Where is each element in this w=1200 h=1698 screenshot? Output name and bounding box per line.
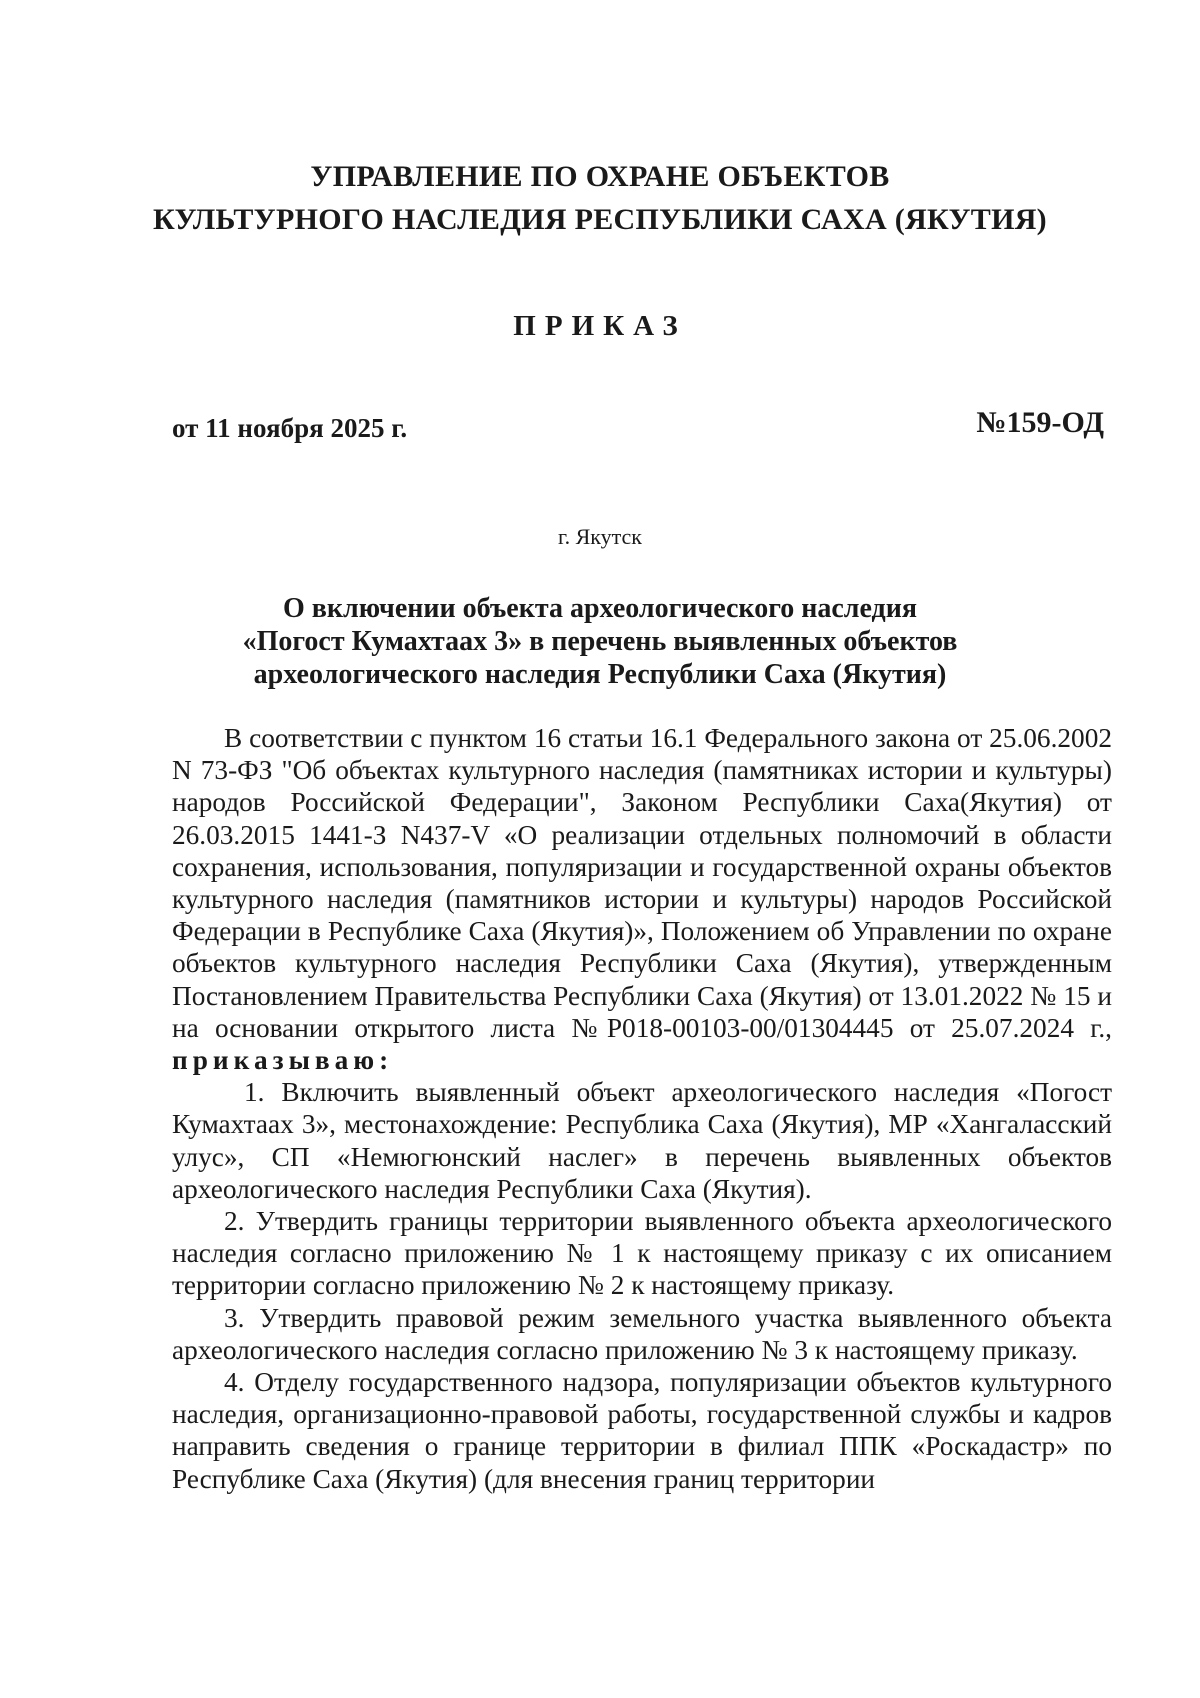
order-item-4: 4. Отделу государственного надзора, популяризации объектов культурного наследия, организационно-правовой работы, государственной службы и кадров направить сведения о границе территории в филиал ППК «Роскадастр» по Республике Саха (Якутия) (для внесения границ территории	[172, 1367, 1112, 1494]
subject-line-2: «Погост Кумахтаах 3» в перечень выявленных объектов	[242, 626, 958, 657]
preamble-text: В соответствии с пунктом 16 статьи 16.1 Федерального закона от 25.06.2002 N 73-ФЗ "Об объектах культурного наследия (памятниках истории и культуры) народов Российской Федерации", Законом Республики Саха(Якутия) от 26.03.2015 1441-З N437-V «О реализации отдельных полномочий в области сохранения, использования, популяризации и государственной охраны объектов культурного наследия (памятников истории и культуры) народов Российской Федерации в Республике Саха (Якутия)», Положением об Управлении по охране объектов культурного наследия Республики Саха (Якутия), утвержденным Постановлением Правительства Республики Саха (Якутия) от 13.01.2022 № 15 и на основании открытого листа №Р018-00103-00/01304445 от 25.07.2024 г.,	[172, 723, 1112, 1043]
document-subject	[0, 592, 1200, 691]
order-item-2: 2. Утвердить границы территории выявленного объекта археологического наследия согласно приложению № 1 к настоящему приказу с их описанием территории согласно приложению № 2 к настоящему приказу.	[172, 1206, 1112, 1301]
order-word: приказываю:	[172, 1045, 394, 1076]
document-city: г. Якутск	[558, 524, 642, 549]
order-item-3: 3. Утвердить правовой режим земельного участка выявленного объекта археологического наследия согласно приложению № 3 к настоящему приказу.	[172, 1302, 1112, 1365]
preamble-paragraph	[172, 722, 1112, 1076]
document-body	[172, 722, 1112, 1495]
document-number: №159-ОД	[976, 406, 1104, 439]
org-name-line-1: УПРАВЛЕНИЕ ПО ОХРАНЕ ОБЪЕКТОВ	[310, 160, 890, 193]
order-item-1: 1. Включить выявленный объект археологического наследия «Погост Кумахтаах 3», местонахождение: Республика Саха (Якутия), МР «Хангаласский улус», СП «Немюгюнский наслег» в перечень выявленных объектов археологического наследия Республики Саха (Якутия).	[172, 1077, 1112, 1204]
document-type: ПРИКАЗ	[513, 310, 687, 342]
subject-line-3: археологического наследия Республики Саха (Якутия)	[253, 659, 947, 690]
document-date: от 11 ноября 2025 г.	[172, 413, 408, 443]
org-name-line-2: КУЛЬТУРНОГО НАСЛЕДИЯ РЕСПУБЛИКИ САХА (ЯКУТИЯ)	[153, 203, 1047, 236]
subject-line-1: О включении объекта археологического наследия	[282, 593, 917, 624]
